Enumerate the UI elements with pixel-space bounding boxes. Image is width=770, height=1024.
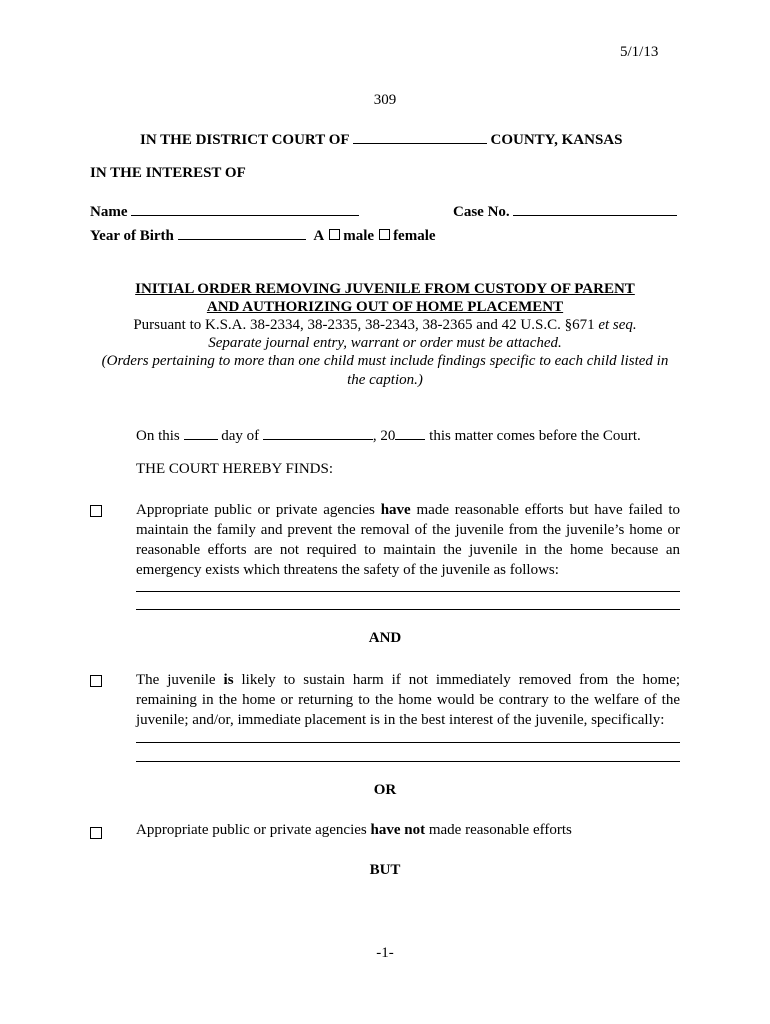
but-heading: BUT <box>369 862 401 878</box>
female-label: female <box>393 228 436 244</box>
date-line <box>136 425 641 445</box>
court-line <box>140 129 622 149</box>
day-blank[interactable] <box>184 425 218 440</box>
name-blank[interactable] <box>131 201 359 216</box>
finding-1-checkbox[interactable] <box>90 505 102 517</box>
pursuant-line <box>0 317 770 334</box>
month-blank[interactable] <box>263 425 373 440</box>
and-heading: AND <box>368 630 402 646</box>
finding-2-text <box>136 670 680 730</box>
finding-1-bold: have <box>380 502 411 518</box>
name-label: Name <box>90 204 128 220</box>
birth-row <box>90 225 436 245</box>
finding-3-text <box>136 822 572 839</box>
finding-1-pre: Appropriate public or private agencies <box>136 502 375 518</box>
finding-3-checkbox[interactable] <box>90 827 102 839</box>
et-seq-text: et seq. <box>598 317 637 333</box>
case-row <box>453 201 677 221</box>
page-number: -1- <box>376 945 394 961</box>
birth-blank[interactable] <box>178 225 306 240</box>
finding-1-line-1[interactable] <box>136 591 680 592</box>
comes-before-text: this matter comes before the Court. <box>429 428 641 444</box>
finds-heading: THE COURT HEREBY FINDS: <box>136 461 334 477</box>
a-label: A <box>313 228 325 244</box>
year-blank[interactable] <box>395 425 425 440</box>
form-date: 5/1/13 <box>620 44 659 60</box>
finding-3-bold: have not <box>370 822 426 838</box>
birth-label: Year of Birth <box>90 228 174 244</box>
finding-3-post: made reasonable efforts <box>428 822 572 838</box>
finding-3-pre: Appropriate public or private agencies <box>136 822 367 838</box>
finding-2-pre: The juvenile <box>136 672 216 688</box>
orders-line-2: the caption.) <box>347 372 423 388</box>
male-label: male <box>343 228 375 244</box>
on-this-text: On this <box>136 428 180 444</box>
court-prefix: IN THE DISTRICT COURT OF <box>140 132 349 148</box>
female-checkbox[interactable] <box>379 229 390 240</box>
comma-20-text: , 20 <box>372 428 396 444</box>
finding-1-post: made reasonable efforts but have failed to maintain the family and prevent the removal of the juvenile from the juvenile’s home or reasonable efforts are not required to maintain the juvenile in the home because an emergency exists which threatens the safety of the juvenile as follows: <box>136 502 681 578</box>
finding-2-line-1[interactable] <box>136 742 680 743</box>
male-checkbox[interactable] <box>329 229 340 240</box>
name-row <box>90 201 359 221</box>
finding-2-checkbox[interactable] <box>90 675 102 687</box>
interest-heading: IN THE INTEREST OF <box>90 165 246 181</box>
case-label: Case No. <box>453 204 510 220</box>
pursuant-text: Pursuant to K.S.A. 38-2334, 38-2335, 38-2343, 38-2365 and 42 U.S.C. §671 <box>133 317 595 333</box>
day-of-text: day of <box>221 428 260 444</box>
finding-2-post: likely to sustain harm if not immediately removed from the home; remaining in the home or returning to the home would be contrary to the welfare of the juvenile; and/or, immediate placement is in the best interest of the juvenile, specifically: <box>136 672 681 728</box>
separate-line: Separate journal entry, warrant or order must be attached. <box>208 335 562 351</box>
title-line-1: INITIAL ORDER REMOVING JUVENILE FROM CUSTODY OF PARENT <box>135 281 635 297</box>
county-blank[interactable] <box>353 129 487 144</box>
case-blank[interactable] <box>513 201 677 216</box>
orders-line-1: (Orders pertaining to more than one child must include findings specific to each child listed in <box>101 353 669 369</box>
court-suffix: COUNTY, KANSAS <box>490 132 623 148</box>
or-heading: OR <box>373 782 397 798</box>
finding-1-line-2[interactable] <box>136 609 680 610</box>
finding-2-bold: is <box>223 672 234 688</box>
finding-2-line-2[interactable] <box>136 761 680 762</box>
finding-1-text <box>136 500 680 580</box>
form-number: 309 <box>373 92 397 108</box>
title-line-2: AND AUTHORIZING OUT OF HOME PLACEMENT <box>206 299 564 315</box>
